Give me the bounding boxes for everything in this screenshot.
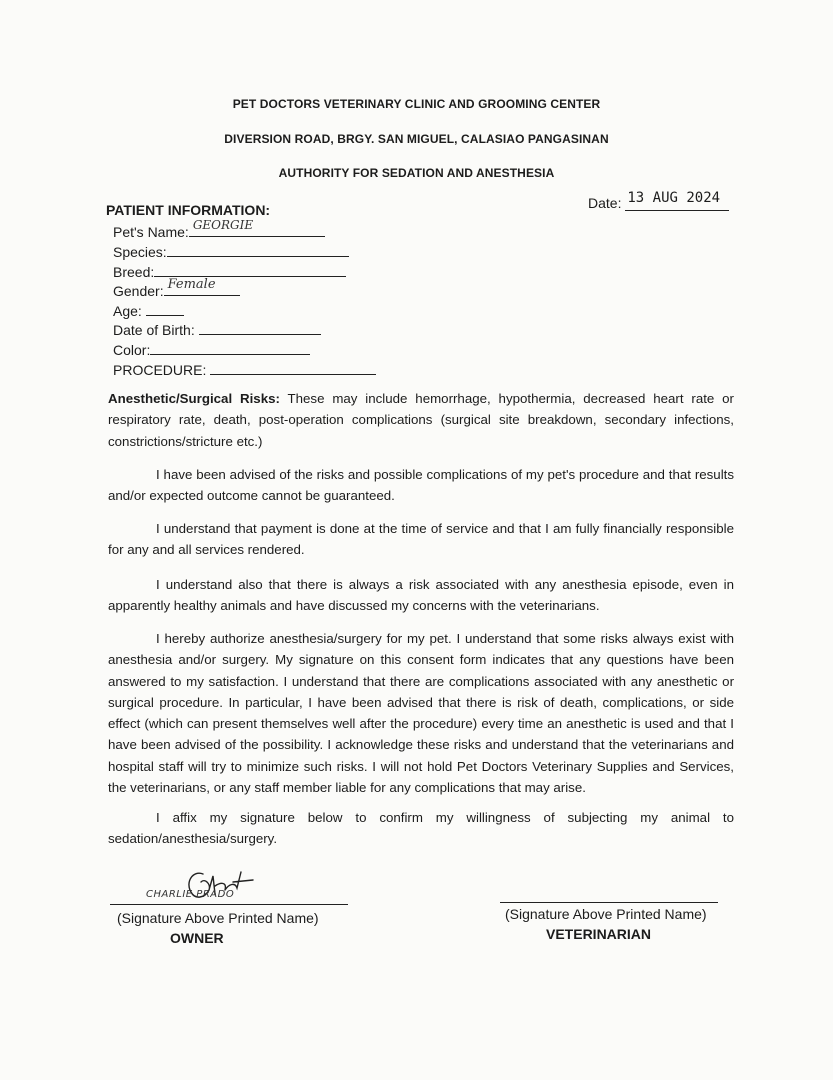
field-label: Species:	[113, 244, 167, 260]
field-line	[150, 340, 310, 355]
field-value: Female	[167, 277, 216, 292]
owner-role-label: OWNER	[170, 930, 224, 946]
date-line	[625, 190, 729, 211]
clinic-address: DIVERSION ROAD, BRGY. SAN MIGUEL, CALASIAO PANGASINAN	[224, 132, 609, 146]
owner-signature-caption: (Signature Above Printed Name)	[117, 910, 319, 926]
consent-paragraph-5: I affix my signature below to confirm my willingness of subjecting my animal to sedation/anesthesia/surgery.	[108, 810, 734, 847]
field-label: Gender:	[113, 283, 164, 299]
consent-paragraph-1: I have been advised of the risks and possible complications of my pet's procedure and that results and/or expected outcome cannot be guaranteed.	[108, 467, 734, 504]
field-label: Pet's Name:	[113, 224, 189, 240]
field-species	[113, 242, 349, 260]
field-age	[113, 301, 184, 319]
field-line	[154, 262, 346, 277]
field-label: Date of Birth:	[113, 322, 195, 338]
field-label: Age:	[113, 303, 142, 319]
form-title: AUTHORITY FOR SEDATION AND ANESTHESIA	[278, 166, 555, 180]
date-field	[588, 190, 729, 211]
veterinarian-role-label: VETERINARIAN	[546, 926, 652, 942]
veterinarian-signature-line	[500, 902, 718, 903]
field-line	[199, 320, 321, 335]
date-value: 13 AUG 2024	[627, 190, 721, 206]
field-gender	[113, 277, 240, 299]
field-label: Breed:	[113, 264, 155, 280]
field-procedure	[113, 360, 376, 378]
consent-paragraph-2: I understand that payment is done at the time of service and that I am fully financially responsible for any and all services rendered.	[108, 521, 734, 558]
risks-heading: Anesthetic/Surgical Risks:	[108, 391, 280, 406]
owner-printed-name: CHARLIE PRADO	[146, 889, 235, 900]
risks-paragraph	[108, 388, 734, 452]
field-line	[167, 242, 349, 257]
veterinarian-signature-caption: (Signature Above Printed Name)	[505, 906, 707, 922]
field-line	[146, 301, 184, 316]
field-line	[210, 360, 376, 375]
field-label: Color:	[113, 342, 151, 358]
field-line	[164, 277, 240, 296]
field-pets-name	[113, 218, 325, 240]
clinic-name: PET DOCTORS VETERINARY CLINIC AND GROOMING CENTER	[232, 97, 601, 111]
owner-signature-scribble	[175, 868, 265, 908]
field-color	[113, 340, 310, 358]
date-label: Date:	[588, 195, 622, 211]
field-date-of-birth	[113, 320, 321, 338]
field-value: GEORGIE	[192, 218, 254, 232]
field-line	[189, 218, 325, 237]
patient-info-title: PATIENT INFORMATION:	[106, 202, 271, 218]
owner-signature-line	[110, 904, 348, 905]
consent-paragraph-3: I understand also that there is always a risk associated with any anesthesia episode, even in apparently healthy animals and have discussed my concerns with the veterinarians.	[108, 577, 734, 614]
field-label: PROCEDURE:	[113, 362, 207, 378]
risks-text: These may include hemorrhage, hypothermia, decreased heart rate or respiratory rate, death, post-operation complications (surgical site breakdown, secondary infections, constrictions/stricture etc.)	[108, 391, 734, 449]
field-breed	[113, 262, 346, 280]
consent-paragraph-4: I hereby authorize anesthesia/surgery for my pet. I understand that some risks always exist with anesthesia and/or surgery. My signature on this consent form indicates that any questions have been answered to my satisfaction. I understand that there are complications associated with any anesthetic or surgical procedure. In particular, I have been advised that there is risk of death, complications, or side effect (which can present themselves well after the procedure) every time an anesthetic is used and that I have been advised of the possibility. I acknowledge these risks and understand that the veterinarians and hospital staff will try to minimize such risks. I will not hold Pet Doctors Veterinary Supplies and Services, the veterinarians, or any staff member liable for any complications that may arise.	[108, 631, 734, 796]
